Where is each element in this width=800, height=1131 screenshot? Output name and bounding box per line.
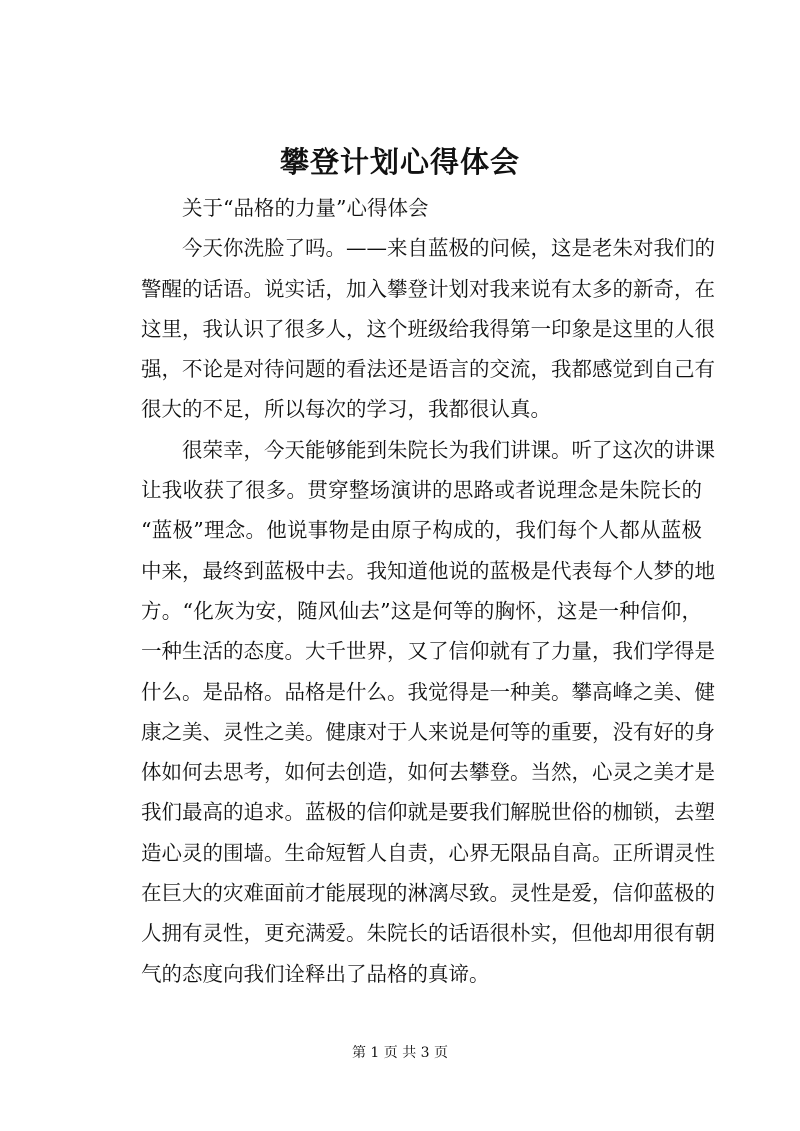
text-line: 强，不论是对待问题的看法还是语言的交流，我都感觉到自己有 <box>141 357 715 382</box>
text-line: 很大的不足，所以每次的学习，我都很认真。 <box>141 397 551 422</box>
text-line: 什么。是品格。品格是什么。我觉得是一种美。攀高峰之美、健 <box>141 679 715 704</box>
text-line: 人拥有灵性，更充满爱。朱院长的话语很朴实，但他却用很有朝 <box>141 921 715 946</box>
text-line: 一种生活的态度。大千世界，又了信仰就有了力量，我们学得是 <box>141 639 715 664</box>
text-line: 让我收获了很多。贯穿整场演讲的思路或者说理念是朱院长的 <box>141 478 702 503</box>
text-line: 中来，最终到蓝极中去。我知道他说的蓝极是代表每个人梦的地 <box>141 558 715 583</box>
text-line: 方。“化灰为安，随风仙去”这是何等的胸怀，这是一种信仰， <box>141 598 702 623</box>
text-line: 气的态度向我们诠释出了品格的真谛。 <box>141 961 490 986</box>
document-title: 攀登计划心得体会 <box>279 145 520 179</box>
paragraph-2 <box>100 430 715 994</box>
paragraph-1 <box>100 228 715 429</box>
text-line: 体如何去思考，如何去创造，如何去攀登。当然，心灵之美才是 <box>141 760 715 785</box>
text-line: 警醒的话语。说实话，加入攀登计划对我来说有太多的新奇，在 <box>141 276 715 301</box>
page-footer: 第 1 页 共 3 页 <box>351 1045 449 1061</box>
text-line: 很荣幸，今天能够能到朱院长为我们讲课。听了这次的讲课 <box>182 437 715 462</box>
text-line: 今天你洗脸了吗。——来自蓝极的问候，这是老朱对我们的 <box>182 236 715 261</box>
text-line: 我们最高的追求。蓝极的信仰就是要我们解脱世俗的枷锁，去塑 <box>141 800 715 825</box>
document-body <box>100 188 715 994</box>
text-line: 康之美、灵性之美。健康对于人来说是何等的重要，没有好的身 <box>141 719 715 744</box>
text-line: “蓝极”理念。他说事物是由原子构成的，我们每个人都从蓝极 <box>141 518 702 543</box>
text-line: 这里，我认识了很多人，这个班级给我得第一印象是这里的人很 <box>141 316 715 341</box>
text-line: 关于“品格的力量”心得体会 <box>182 196 429 220</box>
text-line: 造心灵的围墙。生命短暂人自责，心界无限品自高。正所谓灵性 <box>141 840 715 865</box>
paragraph-subtitle <box>100 188 702 228</box>
text-line: 在巨大的灾难面前才能展现的淋漓尽致。灵性是爱，信仰蓝极的 <box>141 881 715 906</box>
